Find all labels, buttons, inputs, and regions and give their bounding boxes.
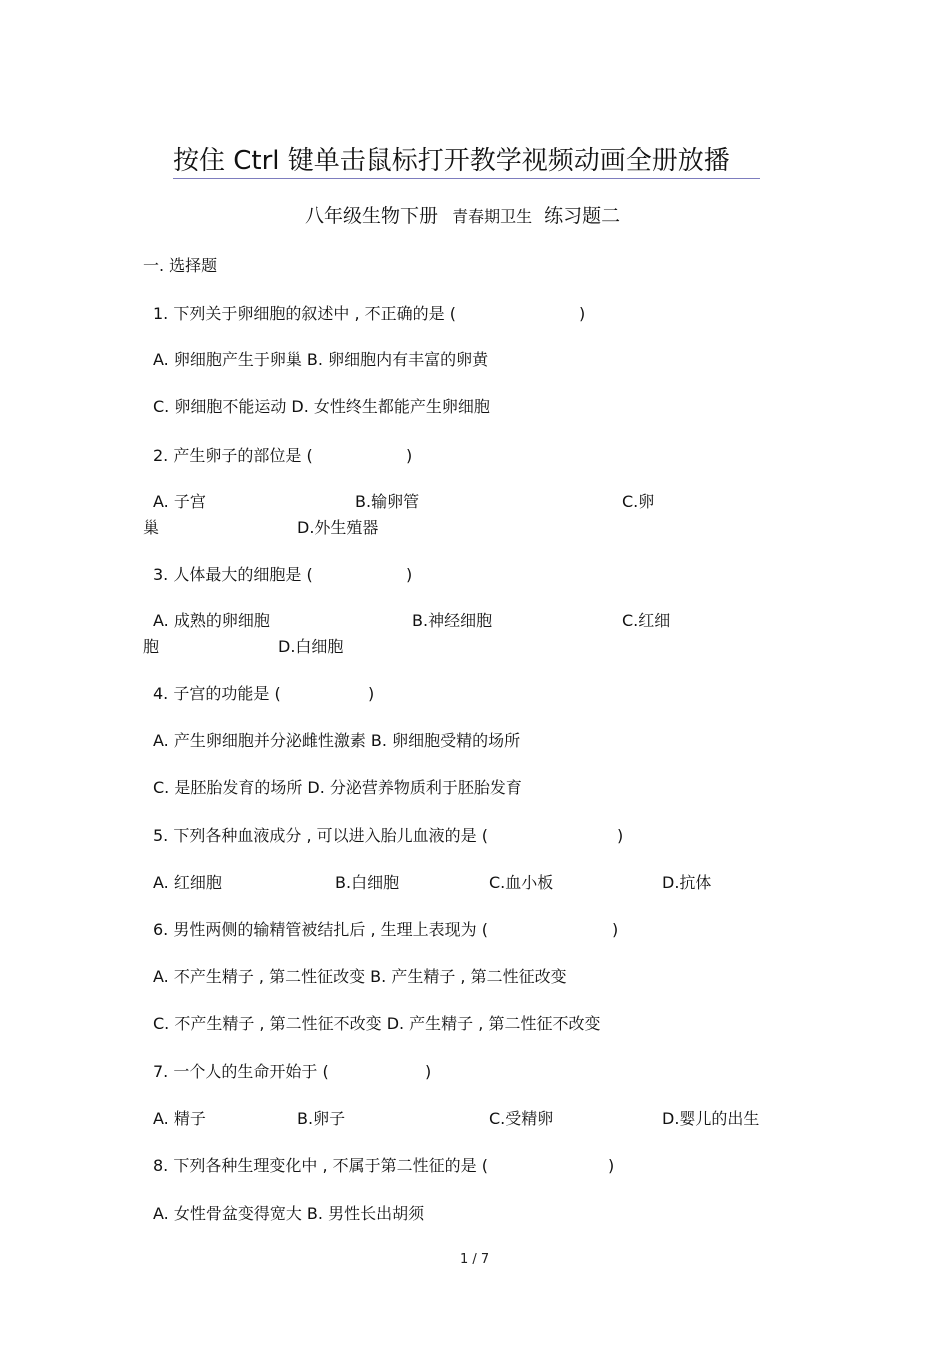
answer-paren-close: ): [425, 1062, 432, 1081]
option-c: C.卵: [622, 492, 655, 511]
option-b: B.卵子: [297, 1109, 346, 1128]
page-number: 1 / 7: [460, 1252, 490, 1267]
question-stem: 7. 一个人的生命开始于 (: [153, 1062, 329, 1081]
option-b: B.白细胞: [335, 873, 400, 892]
option-d: D.外生殖器: [297, 518, 379, 537]
question-stem: 3. 人体最大的细胞是 (: [153, 565, 313, 584]
option-line: C. 是胚胎发育的场所 D. 分泌营养物质利于胚胎发育: [153, 778, 522, 797]
section-heading: 一. 选择题: [143, 256, 218, 275]
option-c-wrap: 胞: [143, 637, 160, 656]
option-c: C.红细: [622, 611, 671, 630]
option-c: C.血小板: [489, 873, 554, 892]
option-a: A. 红细胞: [153, 873, 222, 892]
option-line: C. 卵细胞不能运动 D. 女性终生都能产生卵细胞: [153, 397, 490, 416]
option-b: B.神经细胞: [412, 611, 493, 630]
title-suffix: 练习题二: [544, 205, 621, 227]
option-line: A. 卵细胞产生于卵巢 B. 卵细胞内有丰富的卵黄: [153, 350, 489, 369]
video-link[interactable]: 按住 Ctrl 键单击鼠标打开教学视频动画全册放播: [173, 144, 760, 179]
option-line: A. 不产生精子 , 第二性征改变 B. 产生精子 , 第二性征改变: [153, 967, 567, 986]
option-line: C. 不产生精子 , 第二性征不改变 D. 产生精子 , 第二性征不改变: [153, 1014, 601, 1033]
title-topic: 青春期卫生: [452, 207, 533, 226]
question-stem: 4. 子宫的功能是 (: [153, 684, 281, 703]
answer-paren-close: ): [406, 565, 413, 584]
option-c-wrap: 巢: [143, 518, 160, 537]
answer-paren-close: ): [617, 826, 624, 845]
question-stem: 5. 下列各种血液成分 , 可以进入胎儿血液的是 (: [153, 826, 488, 845]
answer-paren-close: ): [579, 304, 586, 323]
answer-paren-close: ): [368, 684, 375, 703]
option-a: A. 成熟的卵细胞: [153, 611, 270, 630]
question-stem: 8. 下列各种生理变化中 , 不属于第二性征的是 (: [153, 1156, 488, 1175]
answer-paren-close: ): [612, 920, 619, 939]
answer-paren-close: ): [406, 446, 413, 465]
option-line: A. 产生卵细胞并分泌雌性激素 B. 卵细胞受精的场所: [153, 731, 521, 750]
question-stem: 1. 下列关于卵细胞的叙述中 , 不正确的是 (: [153, 304, 456, 323]
option-a: A. 子宫: [153, 492, 206, 511]
page-title: [305, 203, 620, 230]
option-b: B.输卵管: [355, 492, 420, 511]
option-c: C.受精卵: [489, 1109, 554, 1128]
question-stem: 6. 男性两侧的输精管被结扎后 , 生理上表现为 (: [153, 920, 488, 939]
option-d: D.婴儿的出生: [662, 1109, 760, 1128]
question-stem: 2. 产生卵子的部位是 (: [153, 446, 313, 465]
option-d: D.抗体: [662, 873, 712, 892]
answer-paren-close: ): [608, 1156, 615, 1175]
option-a: A. 精子: [153, 1109, 206, 1128]
title-main: 八年级生物下册: [305, 205, 439, 227]
option-d: D.白细胞: [278, 637, 344, 656]
option-line: A. 女性骨盆变得宽大 B. 男性长出胡须: [153, 1204, 425, 1223]
